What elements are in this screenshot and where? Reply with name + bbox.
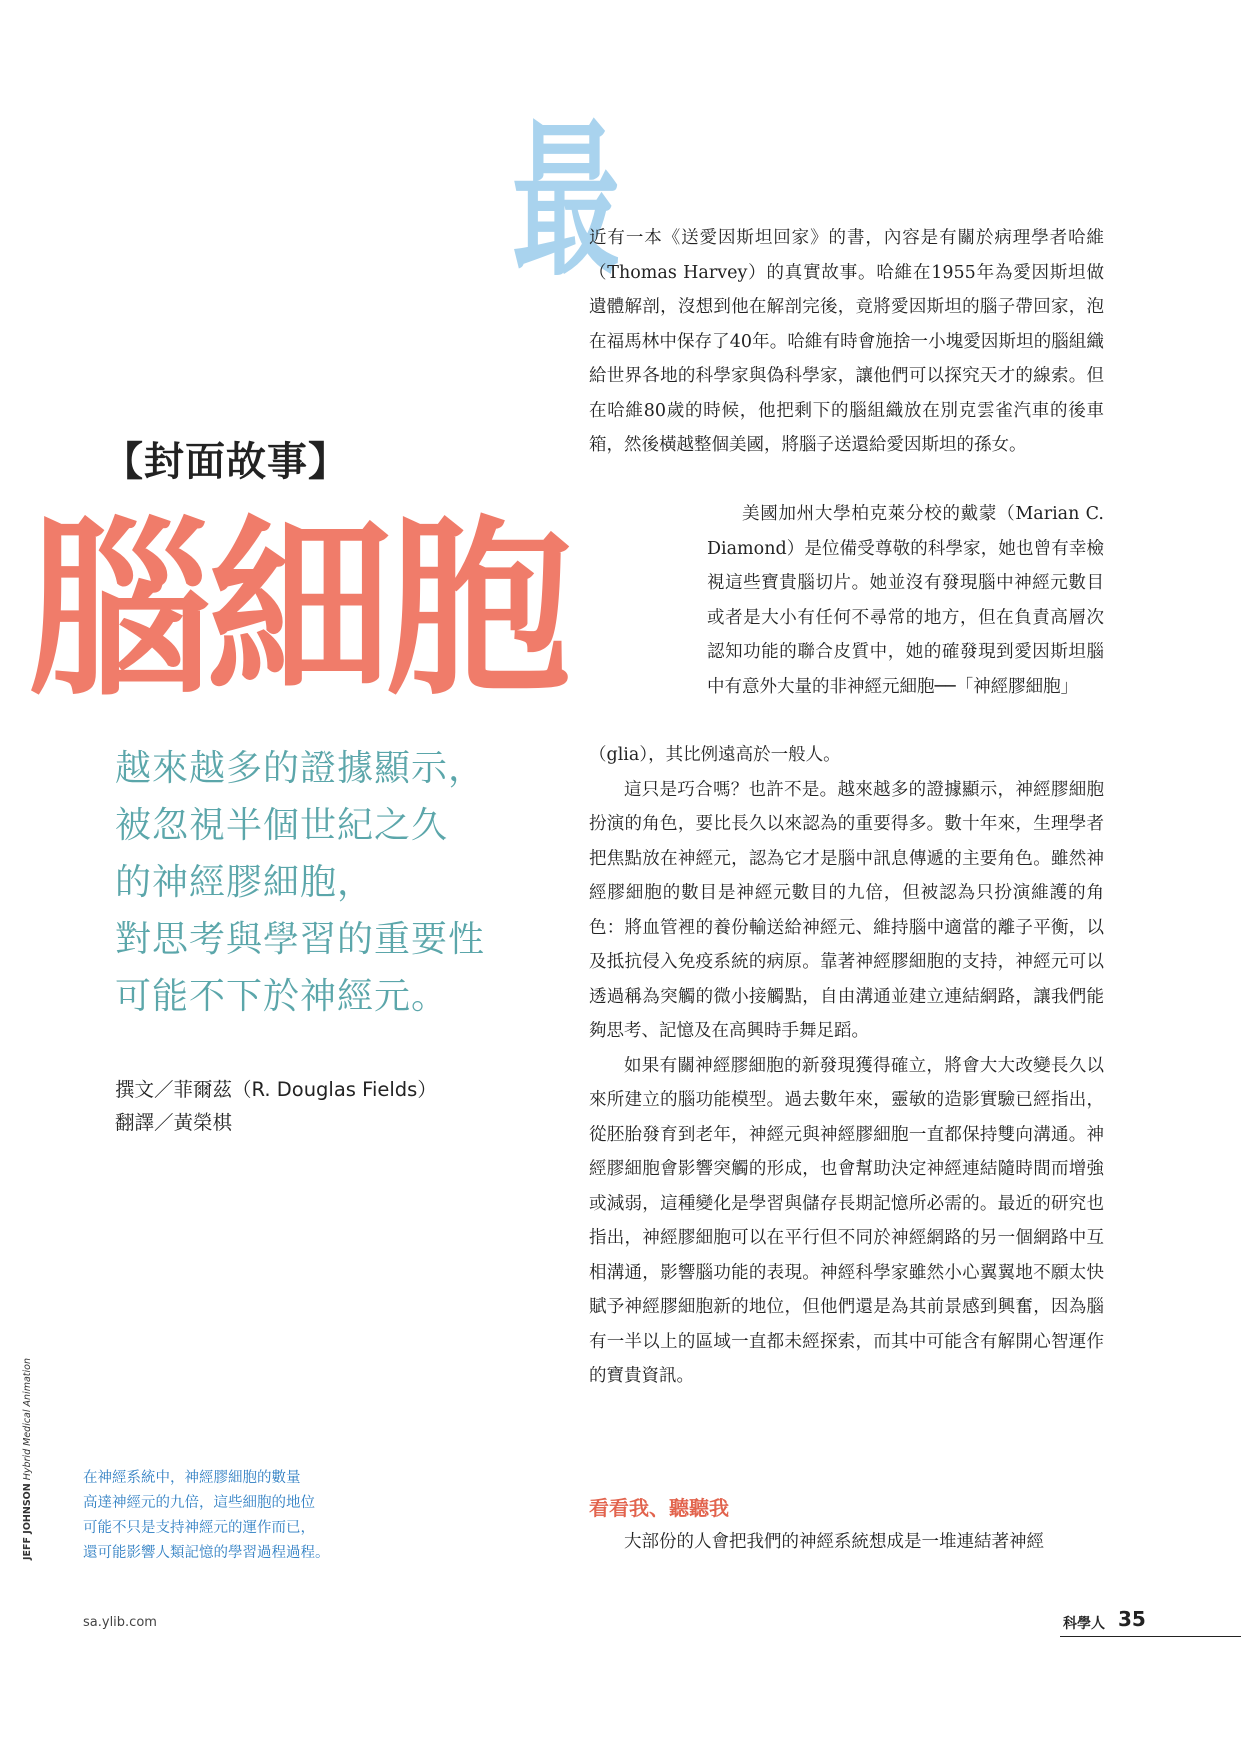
footer-magazine-name: 科學人	[1063, 1616, 1105, 1632]
section-kicker: 【封面故事】	[103, 439, 349, 485]
photo-credit	[22, 1358, 33, 1560]
paragraph-text: 美國加州大學柏克萊分校的戴蒙（Marian C. Diamond）是位備受尊敬的科學家，她也曾有幸檢視這些寶貴腦切片。她並沒有發現腦中神經元數目或者是大小有任何不尋常的地方，但在負責高層次認知功能的聯合皮質中，她的確發現到愛因斯坦腦中有意外大量的非神經元細胞──「神經膠細胞」	[707, 504, 1104, 697]
photo-credit-name: JEFF JOHNSON	[22, 1483, 33, 1560]
deck-line: 對思考與學習的重要性	[115, 919, 486, 960]
deck-line: 被忽視半個世紀之久	[115, 805, 449, 846]
deck-line: 越來越多的證據顯示，	[115, 748, 486, 789]
body-paragraph-5	[589, 1525, 1104, 1560]
translator-credit: 翻譯／黃榮棋	[115, 1111, 233, 1134]
body-paragraph-1	[589, 221, 1104, 463]
page-number: 35	[1118, 1607, 1146, 1631]
paragraph-text: 這只是巧合嗎？也許不是。越來越多的證據顯示，神經膠細胞扮演的角色，要比長久以來認為的重要得多。數十年來，生理學者把焦點放在神經元，認為它才是腦中訊息傳遞的主要角色。雖然神經膠細胞的數目是神經元數目的九倍，但被認為只扮演維護的角色：將血管裡的養份輸送給神經元、維持腦中適當的離子平衡，以及抵抗侵入免疫系統的病原。靠著神經膠細胞的支持，神經元可以透過稱為突觸的微小接觸點，自由溝通並建立連結網路，讓我們能夠思考、記憶及在高興時手舞足蹈。	[589, 779, 1104, 1041]
photo-credit-org: Hybrid Medical Animation	[22, 1358, 33, 1481]
footer-website: sa.ylib.com	[83, 1615, 157, 1630]
section-subhead: 看看我、聽聽我	[589, 1496, 729, 1520]
paragraph-text: 大部份的人會把我們的神經系統想成是一堆連結著神經	[624, 1532, 1044, 1552]
body-paragraphs-3-4	[589, 738, 1104, 1394]
drop-cap: 最	[512, 104, 621, 300]
paragraph-continuation: （glia），其比例遠高於一般人。	[589, 745, 841, 765]
paragraph-text: 近有一本《送愛因斯坦回家》的書，內容是有關於病理學者哈維（Thomas Harvey）的真實故事。哈維在1955年為愛因斯坦做遺體解剖，沒想到他在解剖完後，竟將愛因斯坦的腦子帶回家，泡在福馬林中保存了40年。哈維有時會施捨一小塊愛因斯坦的腦組織給世界各地的科學家與偽科學家，讓他們可以探究天才的線索。但在哈維80歲的時候，他把剩下的腦組織放在別克雲雀汽車的後車箱，然後橫越整個美國，將腦子送還給愛因斯坦的孫女。	[589, 228, 1104, 455]
byline	[115, 1073, 437, 1139]
caption-line: 可能不只是支持神經元的運作而已，	[83, 1520, 315, 1536]
caption-line: 在神經系統中，神經膠細胞的數量	[83, 1470, 301, 1486]
author-credit: 撰文／菲爾茲（R. Douglas Fields）	[115, 1078, 437, 1101]
deck-line: 的神經膠細胞，	[115, 862, 375, 903]
article-headline: 腦細胞	[28, 498, 565, 721]
body-paragraph-2	[707, 497, 1104, 704]
article-deck	[115, 740, 565, 1025]
image-caption	[83, 1466, 330, 1566]
paragraph-text: 如果有關神經膠細胞的新發現獲得確立，將會大大改變長久以來所建立的腦功能模型。過去數年來，靈敏的造影實驗已經指出，從胚胎發育到老年，神經元與神經膠細胞一直都保持雙向溝通。神經膠細胞會影響突觸的形成，也會幫助決定神經連結隨時間而增強或減弱，這種變化是學習與儲存長期記憶所必需的。最近的研究也指出，神經膠細胞可以在平行但不同於神經網路的另一個網路中互相溝通，影響腦功能的表現。神經科學家雖然小心翼翼地不願太快賦予神經膠細胞新的地位，但他們還是為其前景感到興奮，因為腦有一半以上的區域一直都未經探索，而其中可能含有解開心智運作的寶貴資訊。	[589, 1055, 1104, 1386]
caption-line: 高達神經元的九倍，這些細胞的地位	[83, 1495, 315, 1511]
deck-line: 可能不下於神經元。	[115, 976, 449, 1017]
caption-line: 還可能影響人類記憶的學習過程過程。	[83, 1545, 330, 1561]
footer-divider	[1060, 1636, 1241, 1637]
